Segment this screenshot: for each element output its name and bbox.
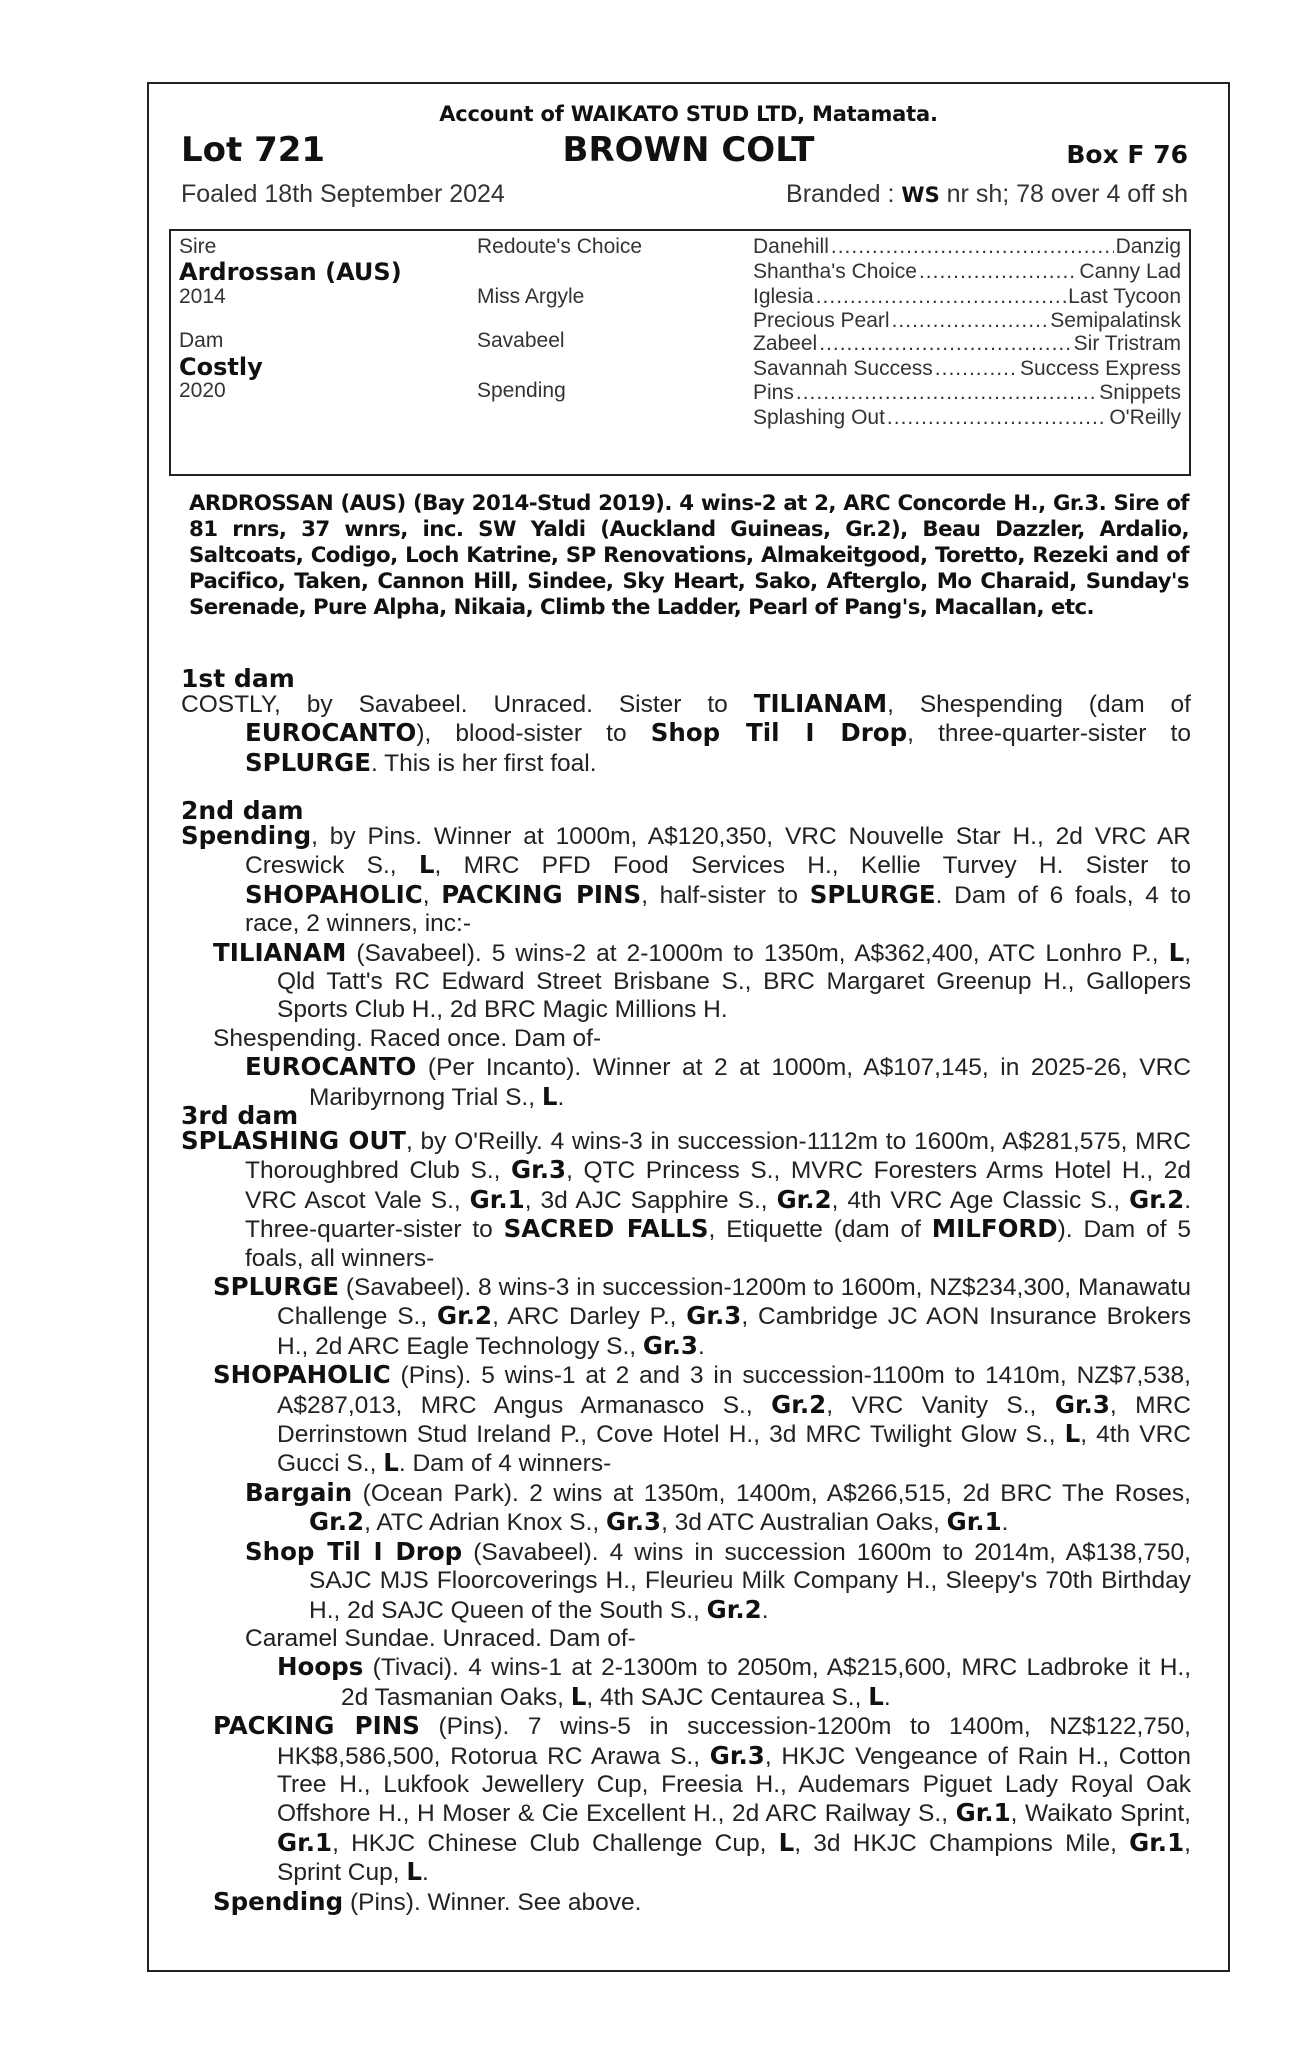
first-dam-paragraph: COSTLY, by Savabeel. Unraced. Sister to TILIANAM, Shespending (dam of EUROCANTO), blood-sister to Shop Til I Drop, three-quarter-sister to SPLURGE. This is her first foal. (181, 689, 1191, 777)
leader-dots (887, 406, 1107, 430)
brand-mark: WS (901, 183, 940, 207)
grand-progeny-entry: Bargain (Ocean Park). 2 wins at 1350m, 1400m, A$266,515, 2d BRC The Roses, Gr.2, ATC Adrian Knox S., Gr.3, 3d ATC Australian Oaks, Gr.1. (245, 1477, 1191, 1537)
catalogue-page (147, 82, 1230, 1972)
great-grandsire-name: Last Tycoon (1068, 285, 1181, 308)
branding (786, 180, 1188, 209)
great-grandsire-name: Canny Lad (1079, 260, 1181, 283)
leader-dots (819, 332, 1071, 356)
grandparent-name: Pins (753, 381, 794, 404)
grandparent-row (753, 381, 1181, 405)
progeny-entry: SPLURGE (Savabeel). 8 wins-3 in succession-1200m to 1600m, NZ$234,300, Manawatu Challenge S., Gr.2, ARC Darley P., Gr.3, Cambridge JC AON Insurance Brokers H., 2d ARC Eagle Technology S., Gr.3. (213, 1272, 1191, 1360)
grandparent-name: Zabeel (753, 332, 818, 355)
great-grandsire-name: Danzig (1115, 235, 1181, 258)
grandparent-row (753, 309, 1181, 333)
dam-year: 2020 (179, 379, 226, 402)
leader-dots (796, 381, 1097, 405)
grandparent-row (753, 406, 1181, 430)
leader-dots (816, 285, 1066, 309)
third-dam-paragraph: SPLASHING OUT, by O'Reilly. 4 wins-3 in succession-1112m to 1600m, A$281,575, MRC Thoroughbred Club S., Gr.3, QTC Princess S., MVRC Foresters Arms Hotel H., 2d VRC Ascot Vale S., Gr.1, 3d AJC Sapphire S., Gr.2, 4th VRC Age Classic S., Gr.2. Three-quarter-sister to SACRED FALLS, Etiquette (dam of MILFORD). Dam of 5 foals, all winners- (181, 1126, 1191, 1272)
great-grandsire-name: Semipalatinsk (1050, 309, 1181, 332)
leader-dots (831, 235, 1114, 259)
branded-detail: nr sh; 78 over 4 off sh (939, 180, 1188, 208)
sire-dam: Miss Argyle (477, 285, 585, 308)
dam-label: Dam (179, 329, 224, 352)
grandparent-name: Danehill (753, 235, 829, 258)
grandparent-name: Savannah Success (753, 357, 933, 380)
grandparent-name: Shantha's Choice (753, 260, 917, 283)
grandparent-name: Splashing Out (753, 406, 885, 429)
sire-sire: Redoute's Choice (477, 235, 643, 258)
lot-number: Lot 721 (181, 130, 326, 170)
first-dam-section (181, 690, 1191, 778)
dam-dam: Spending (477, 379, 566, 402)
grand-progeny-entry: Caramel Sundae. Unraced. Dam of- (245, 1624, 636, 1652)
lot-description: BROWN COLT (562, 130, 815, 170)
great-grandsire-name: Sir Tristram (1073, 332, 1181, 355)
progeny-entry: PACKING PINS (Pins). 7 wins-5 in succession-1200m to 1400m, NZ$122,750, HK$8,586,500, Rotorua RC Arawa S., Gr.3, HKJC Vengeance of Rain H., Cotton Tree H., Lukfook Jewellery Cup, Freesia H., Audemars Piguet Lady Royal Oak Offshore H., H Moser & Cie Excellent H., 2d ARC Railway S., Gr.1, Waikato Sprint, Gr.1, HKJC Chinese Club Challenge Cup, L, 3d HKJC Champions Mile, Gr.1, Sprint Cup, L. (213, 1711, 1191, 1887)
grandparent-name: Iglesia (753, 285, 814, 308)
sire-summary: ARDROSSAN (AUS) (Bay 2014-Stud 2019). 4 wins-2 at 2, ARC Concorde H., Gr.3. Sire of 81 rnrs, 37 wnrs, inc. SW Yaldi (Auckland Guineas, Gr.2), Beau Dazzler, Ardalio, Saltcoats, Codigo, Loch Katrine, SP Renovations, Almakeitgood, Toretto, Rezeki and of Pacifico, Taken, Cannon Hill, Sindee, Sky Heart, Sako, Afterglo, Mo Charaid, Sunday's Serenade, Pure Alpha, Nikaia, Climb the Ladder, Pearl of Pang's, Macallan, etc. (189, 491, 1189, 620)
pedigree-table (169, 229, 1191, 476)
grandparent-row (753, 260, 1181, 284)
sire-year: 2014 (179, 285, 226, 308)
third-dam-heading: 3rd dam (181, 1101, 299, 1130)
great-grand-progeny-entry: Hoops (Tivaci). 4 wins-1 at 2-1300m to 2050m, A$215,600, MRC Ladbroke it H., 2d Tasmanian Oaks, L, 4th SAJC Centaurea S., L. (277, 1652, 1191, 1711)
first-dam-heading: 1st dam (181, 664, 295, 693)
grand-progeny-entry: EUROCANTO (Per Incanto). Winner at 2 at 1000m, A$107,145, in 2025-26, VRC Maribyrnong Trial S., L. (245, 1052, 1191, 1111)
dam-name: Costly (179, 353, 263, 381)
second-dam-section (181, 822, 1191, 1112)
leader-dots (919, 260, 1077, 284)
great-grandsire-name: Success Express (1019, 357, 1181, 380)
dam-sire: Savabeel (477, 329, 565, 352)
grand-progeny-entry: Shop Til I Drop (Savabeel). 4 wins in succession 1600m to 2014m, A$138,750, SAJC MJS Floorcoverings H., Fleurieu Milk Company H., Sleepy's 70th Birthday H., 2d SAJC Queen of the South S., Gr.2. (245, 1536, 1191, 1624)
progeny-entry: Shespending. Raced once. Dam of- (213, 1024, 602, 1052)
leader-dots (935, 357, 1018, 381)
progeny-entry: SHOPAHOLIC (Pins). 5 wins-1 at 2 and 3 in succession-1100m to 1410m, NZ$7,538, A$287,013, MRC Angus Armanasco S., Gr.2, VRC Vanity S., Gr.3, MRC Derrinstown Stud Ireland P., Cove Hotel H., 3d MRC Twilight Glow S., L, 4th VRC Gucci S., L. Dam of 4 winners- (213, 1360, 1191, 1478)
progeny-entry: Spending (Pins). Winner. See above. (213, 1886, 642, 1916)
leader-dots (892, 309, 1049, 333)
grandparent-row (753, 332, 1181, 356)
foaled-date: Foaled 18th September 2024 (181, 180, 505, 208)
sire-label: Sire (179, 235, 217, 258)
great-grandsire-name: O'Reilly (1109, 406, 1181, 429)
great-grandsire-name: Snippets (1099, 381, 1181, 404)
branded-label: Branded : (786, 180, 902, 208)
grandparent-row (753, 285, 1181, 309)
second-dam-paragraph: Spending, by Pins. Winner at 1000m, A$120,350, VRC Nouvelle Star H., 2d VRC AR Creswick S., L, MRC PFD Food Services H., Kellie Turvey H. Sister to SHOPAHOLIC, PACKING PINS, half-sister to SPLURGE. Dam of 6 foals, 4 to race, 2 winners, inc:- (181, 821, 1191, 938)
grandparent-row (753, 235, 1181, 259)
progeny-entry: TILIANAM (Savabeel). 5 wins-2 at 2-1000m to 1350m, A$362,400, ATC Lonhro P., L, Qld Tatt's RC Edward Street Brisbane S., BRC Margaret Greenup H., Gallopers Sports Club H., 2d BRC Magic Millions H. (213, 937, 1191, 1024)
second-dam-heading: 2nd dam (181, 796, 304, 825)
sire-name: Ardrossan (AUS) (179, 258, 402, 286)
grandparent-row (753, 357, 1181, 381)
grandparent-name: Precious Pearl (753, 309, 890, 332)
box-number: Box F 76 (1066, 140, 1188, 169)
vendor-account: Account of WAIKATO STUD LTD, Matamata. (439, 102, 938, 126)
third-dam-section (181, 1127, 1191, 1917)
